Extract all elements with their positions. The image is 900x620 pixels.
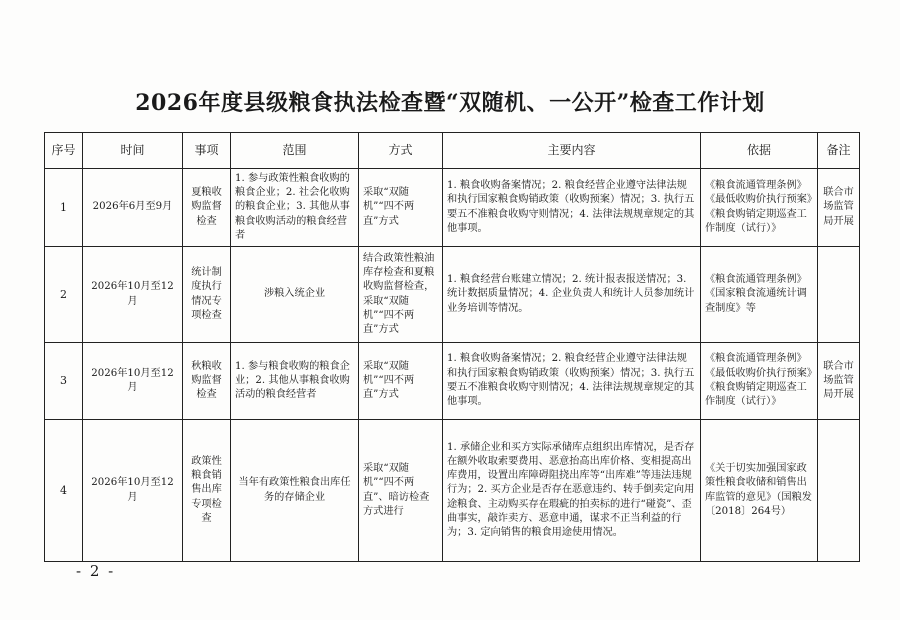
row-method: 采取“双随机”“四不两直”、暗访检查方式进行 (359, 420, 443, 562)
row-note (818, 420, 860, 562)
row-seq: 1 (45, 169, 83, 247)
row-scope: 1. 参与粮食收购的粮食企业；2. 其他从事粮食收购活动的粮食经营者 (231, 343, 359, 420)
row-seq: 2 (45, 247, 83, 343)
row-time: 2026年10月至12月 (83, 247, 183, 343)
page-number: - 2 - (76, 562, 116, 580)
row-method: 采取“双随机”“四不两直”方式 (359, 343, 443, 420)
table-row (45, 247, 860, 343)
row-basis: 《粮食流通管理条例》《最低收购价执行预案》《粮食购销定期巡查工作制度（试行）》 (701, 343, 818, 420)
row-method: 结合政策性粮油库存检查和夏粮收购监督检查，采取“双随机”“四不两直”方式 (359, 247, 443, 343)
header-basis: 依据 (701, 133, 818, 169)
row-time: 2026年6月至9月 (83, 169, 183, 247)
row-note (818, 247, 860, 343)
row-scope: 1. 参与政策性粮食收购的粮食企业；2. 社会化收购的粮食企业；3. 其他从事粮食收购活动的粮食经营者 (231, 169, 359, 247)
header-content: 主要内容 (443, 133, 701, 169)
row-time: 2026年10月至12月 (83, 343, 183, 420)
row-method: 采取“双随机”“四不两直”方式 (359, 169, 443, 247)
header-time: 时间 (83, 133, 183, 169)
table-header-row (45, 133, 860, 169)
row-scope: 涉粮入统企业 (231, 247, 359, 343)
row-content: 1. 粮食收购备案情况；2. 粮食经营企业遵守法律法规和执行国家粮食购销政策（收购预案）情况；3. 执行五要五不准粮食收购守则情况；4. 法律法规规章规定的其他事项。 (443, 343, 701, 420)
row-item: 秋粮收购监督检查 (183, 343, 231, 420)
row-content: 1. 粮食经营台账建立情况；2. 统计报表报送情况；3. 统计数据质量情况；4. 企业负责人和统计人员参加统计业务培训等情况。 (443, 247, 701, 343)
header-seq: 序号 (45, 133, 83, 169)
row-basis: 《关于切实加强国家政策性粮食收储和销售出库监管的意见》（国粮发〔2018〕264号） (701, 420, 818, 562)
row-item: 统计制度执行情况专项检查 (183, 247, 231, 343)
row-seq: 4 (45, 420, 83, 562)
row-scope: 当年有政策性粮食出库任务的存储企业 (231, 420, 359, 562)
row-time: 2026年10月至12月 (83, 420, 183, 562)
row-note: 联合市场监管局开展 (818, 343, 860, 420)
row-basis: 《粮食流通管理条例》《最低收购价执行预案》《粮食购销定期巡查工作制度（试行）》 (701, 169, 818, 247)
header-item: 事项 (183, 133, 231, 169)
header-method: 方式 (359, 133, 443, 169)
table-row (45, 169, 860, 247)
document-title: 2026年度县级粮食执法检查暨“双随机、一公开”检查工作计划 (135, 90, 765, 116)
row-content: 1. 粮食收购备案情况；2. 粮食经营企业遵守法律法规和执行国家粮食购销政策（收购预案）情况；3. 执行五要五不准粮食收购守则情况；4. 法律法规规章规定的其他事项。 (443, 169, 701, 247)
inspection-plan-table (44, 132, 860, 562)
row-item: 政策性粮食销售出库专项检查 (183, 420, 231, 562)
table-row (45, 343, 860, 420)
row-content: 1. 承储企业和买方实际承储库点组织出库情况，是否存在额外收取索要费用、恶意抬高出库价格、变相提高出库费用，设置出库障碍阻挠出库等“出库难”等违法违规行为；2. 买方企业是否存在恶意违约、转手倒卖定向用途粮食、主动购买存在瑕疵的拍卖标的进行“碰瓷”、歪曲事实，敲诈卖方、恶意申通，谋求不正当利益的行为；3. 定向销售的粮食用途使用情况。 (443, 420, 701, 562)
row-note: 联合市场监管局开展 (818, 169, 860, 247)
row-basis: 《粮食流通管理条例》《国家粮食流通统计调查制度》等 (701, 247, 818, 343)
row-item: 夏粮收购监督检查 (183, 169, 231, 247)
row-seq: 3 (45, 343, 83, 420)
header-note: 备注 (818, 133, 860, 169)
table-row (45, 420, 860, 562)
header-scope: 范围 (231, 133, 359, 169)
